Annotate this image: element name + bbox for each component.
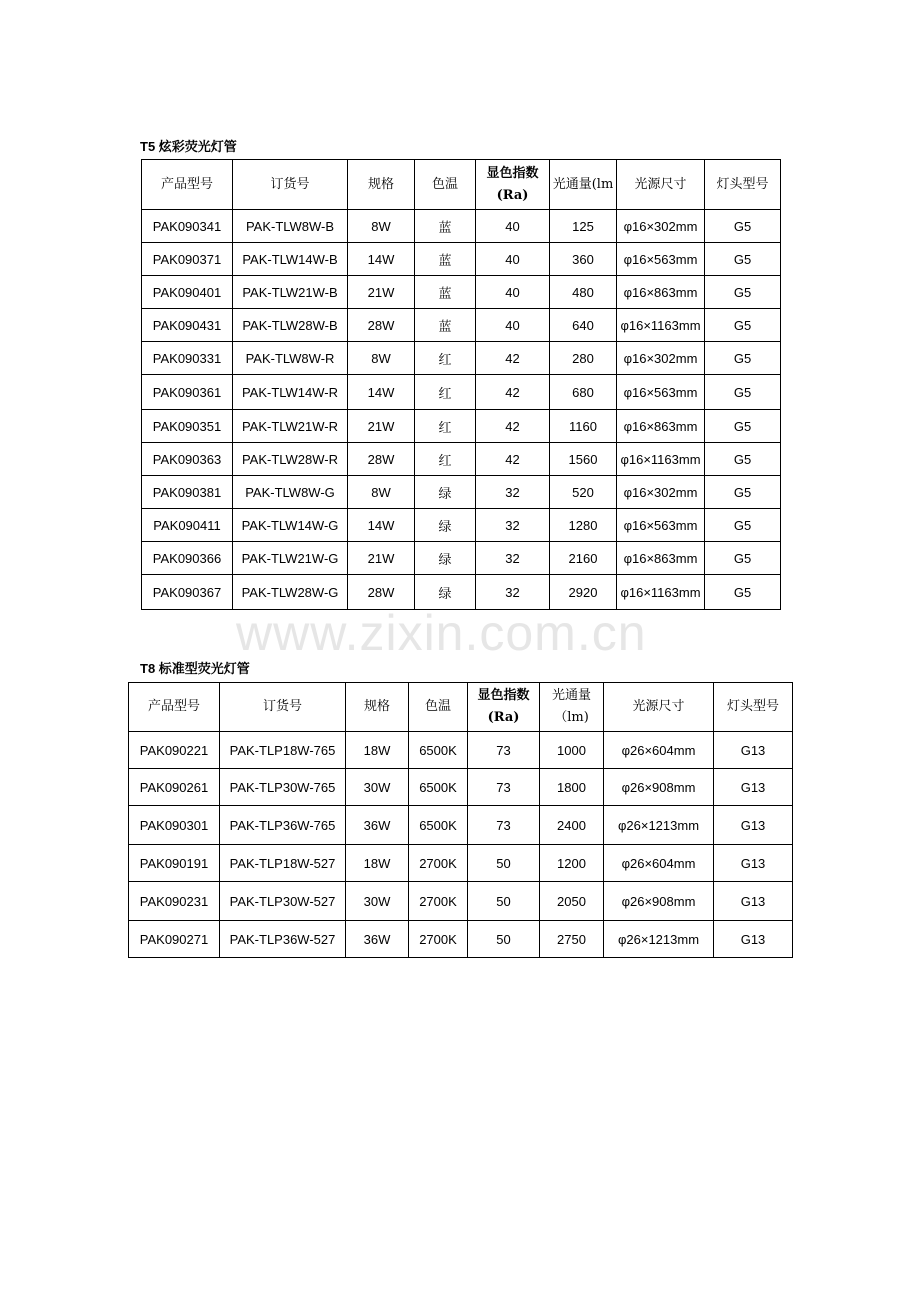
cell-cri: 42 bbox=[476, 375, 550, 410]
cell-luminous-flux: 280 bbox=[550, 342, 617, 375]
cell-product-model: PAK090381 bbox=[142, 476, 233, 509]
cell-cri: 50 bbox=[468, 845, 540, 882]
cell-luminous-flux: 520 bbox=[550, 476, 617, 509]
cell-lamp-base: G13 bbox=[714, 732, 793, 769]
cell-order-number: PAK-TLW8W-G bbox=[233, 476, 348, 509]
cell-order-number: PAK-TLW21W-G bbox=[233, 542, 348, 575]
cell-lamp-base: G13 bbox=[714, 921, 793, 958]
watermark: www.zixin.com.cn bbox=[236, 605, 647, 661]
cell-product-model: PAK090271 bbox=[129, 921, 220, 958]
cell-luminous-flux: 680 bbox=[550, 375, 617, 410]
table-row bbox=[142, 375, 781, 410]
cell-cri: 32 bbox=[476, 509, 550, 542]
cell-cri: 73 bbox=[468, 806, 540, 845]
cell-luminous-flux: 1200 bbox=[540, 845, 604, 882]
cell-color-temp: 蓝 bbox=[415, 210, 476, 243]
cell-order-number: PAK-TLP36W-765 bbox=[220, 806, 346, 845]
cell-spec: 36W bbox=[346, 921, 409, 958]
header-luminous-flux bbox=[540, 683, 604, 732]
cell-order-number: PAK-TLP18W-527 bbox=[220, 845, 346, 882]
cell-color-temp: 6500K bbox=[409, 806, 468, 845]
cell-order-number: PAK-TLW21W-R bbox=[233, 410, 348, 443]
table-row bbox=[142, 309, 781, 342]
table-row bbox=[142, 410, 781, 443]
cell-lamp-base: G5 bbox=[705, 210, 781, 243]
cell-product-model: PAK090191 bbox=[129, 845, 220, 882]
cell-cri: 32 bbox=[476, 542, 550, 575]
t5-table-body bbox=[142, 210, 781, 610]
cell-order-number: PAK-TLW14W-G bbox=[233, 509, 348, 542]
cell-lamp-base: G5 bbox=[705, 410, 781, 443]
table-row bbox=[129, 845, 793, 882]
cell-product-model: PAK090221 bbox=[129, 732, 220, 769]
cell-light-size: φ26×604mm bbox=[604, 732, 714, 769]
cell-spec: 30W bbox=[346, 882, 409, 921]
t8-spec-table bbox=[128, 682, 793, 958]
table-row bbox=[129, 769, 793, 806]
table-row bbox=[142, 443, 781, 476]
cell-luminous-flux: 1560 bbox=[550, 443, 617, 476]
cell-color-temp: 红 bbox=[415, 342, 476, 375]
cell-cri: 40 bbox=[476, 210, 550, 243]
cell-color-temp: 绿 bbox=[415, 575, 476, 610]
cell-luminous-flux: 640 bbox=[550, 309, 617, 342]
cell-cri: 50 bbox=[468, 921, 540, 958]
cell-lamp-base: G5 bbox=[705, 509, 781, 542]
cell-order-number: PAK-TLW28W-R bbox=[233, 443, 348, 476]
cell-light-size: φ16×863mm bbox=[617, 410, 705, 443]
header-flux-label: 光通量 bbox=[551, 688, 591, 703]
table-row bbox=[142, 276, 781, 309]
cell-cri: 73 bbox=[468, 769, 540, 806]
cell-light-size: φ16×863mm bbox=[617, 542, 705, 575]
cell-spec: 28W bbox=[348, 309, 415, 342]
header-cri bbox=[476, 160, 550, 210]
cell-luminous-flux: 1800 bbox=[540, 769, 604, 806]
cell-spec: 14W bbox=[348, 509, 415, 542]
cell-luminous-flux: 2160 bbox=[550, 542, 617, 575]
cell-cri: 42 bbox=[476, 443, 550, 476]
header-flux-unit: （lm) bbox=[554, 710, 589, 725]
table-row bbox=[129, 806, 793, 845]
cell-spec: 18W bbox=[346, 845, 409, 882]
table-row bbox=[142, 342, 781, 375]
cell-luminous-flux: 360 bbox=[550, 243, 617, 276]
cell-product-model: PAK090401 bbox=[142, 276, 233, 309]
t5-spec-table bbox=[141, 159, 781, 610]
header-order-number: 订货号 bbox=[220, 683, 346, 732]
cell-color-temp: 红 bbox=[415, 410, 476, 443]
cell-product-model: PAK090411 bbox=[142, 509, 233, 542]
cell-spec: 8W bbox=[348, 342, 415, 375]
cell-luminous-flux: 480 bbox=[550, 276, 617, 309]
cell-product-model: PAK090331 bbox=[142, 342, 233, 375]
table-row bbox=[142, 243, 781, 276]
cell-color-temp: 蓝 bbox=[415, 276, 476, 309]
cell-color-temp: 2700K bbox=[409, 921, 468, 958]
table-row bbox=[142, 509, 781, 542]
header-cri-unit: (Ra) bbox=[487, 710, 520, 725]
cell-lamp-base: G5 bbox=[705, 443, 781, 476]
t8-table-body bbox=[129, 732, 793, 958]
cell-lamp-base: G5 bbox=[705, 375, 781, 410]
table-row bbox=[142, 575, 781, 610]
cell-color-temp: 蓝 bbox=[415, 309, 476, 342]
cell-lamp-base: G5 bbox=[705, 575, 781, 610]
table-row bbox=[129, 882, 793, 921]
header-color-temp: 色温 bbox=[409, 683, 468, 732]
cell-light-size: φ26×908mm bbox=[604, 769, 714, 806]
cell-spec: 8W bbox=[348, 476, 415, 509]
cell-luminous-flux: 1160 bbox=[550, 410, 617, 443]
cell-light-size: φ16×302mm bbox=[617, 210, 705, 243]
cell-product-model: PAK090363 bbox=[142, 443, 233, 476]
header-spec: 规格 bbox=[348, 160, 415, 210]
cell-cri: 42 bbox=[476, 342, 550, 375]
header-light-size: 光源尺寸 bbox=[617, 160, 705, 210]
cell-product-model: PAK090361 bbox=[142, 375, 233, 410]
cell-color-temp: 2700K bbox=[409, 882, 468, 921]
cell-order-number: PAK-TLW8W-R bbox=[233, 342, 348, 375]
cell-cri: 40 bbox=[476, 243, 550, 276]
cell-spec: 21W bbox=[348, 410, 415, 443]
header-product-model: 产品型号 bbox=[142, 160, 233, 210]
cell-lamp-base: G5 bbox=[705, 309, 781, 342]
cell-light-size: φ26×1213mm bbox=[604, 921, 714, 958]
cell-lamp-base: G5 bbox=[705, 342, 781, 375]
t8-header-row bbox=[129, 683, 793, 732]
cell-light-size: φ16×563mm bbox=[617, 243, 705, 276]
cell-product-model: PAK090231 bbox=[129, 882, 220, 921]
cell-spec: 14W bbox=[348, 243, 415, 276]
cell-spec: 36W bbox=[346, 806, 409, 845]
table-row bbox=[142, 476, 781, 509]
cell-luminous-flux: 125 bbox=[550, 210, 617, 243]
cell-product-model: PAK090367 bbox=[142, 575, 233, 610]
cell-light-size: φ16×1163mm bbox=[617, 443, 705, 476]
cell-color-temp: 蓝 bbox=[415, 243, 476, 276]
table-row bbox=[129, 921, 793, 958]
cell-light-size: φ16×863mm bbox=[617, 276, 705, 309]
cell-order-number: PAK-TLP30W-765 bbox=[220, 769, 346, 806]
cell-lamp-base: G5 bbox=[705, 542, 781, 575]
cell-order-number: PAK-TLP18W-765 bbox=[220, 732, 346, 769]
cell-color-temp: 2700K bbox=[409, 845, 468, 882]
cell-lamp-base: G5 bbox=[705, 276, 781, 309]
cell-light-size: φ26×604mm bbox=[604, 845, 714, 882]
cell-light-size: φ16×302mm bbox=[617, 342, 705, 375]
header-lamp-base: 灯头型号 bbox=[714, 683, 793, 732]
cell-color-temp: 绿 bbox=[415, 542, 476, 575]
cell-lamp-base: G13 bbox=[714, 845, 793, 882]
cell-luminous-flux: 1000 bbox=[540, 732, 604, 769]
cell-product-model: PAK090431 bbox=[142, 309, 233, 342]
cell-order-number: PAK-TLW14W-B bbox=[233, 243, 348, 276]
cell-cri: 40 bbox=[476, 276, 550, 309]
cell-spec: 21W bbox=[348, 542, 415, 575]
cell-lamp-base: G5 bbox=[705, 476, 781, 509]
cell-lamp-base: G13 bbox=[714, 806, 793, 845]
header-light-size: 光源尺寸 bbox=[604, 683, 714, 732]
cell-light-size: φ16×302mm bbox=[617, 476, 705, 509]
cell-product-model: PAK090261 bbox=[129, 769, 220, 806]
header-luminous-flux: 光通量(lm bbox=[550, 160, 617, 210]
cell-luminous-flux: 2750 bbox=[540, 921, 604, 958]
cell-spec: 30W bbox=[346, 769, 409, 806]
cell-cri: 42 bbox=[476, 410, 550, 443]
cell-spec: 14W bbox=[348, 375, 415, 410]
cell-light-size: φ16×563mm bbox=[617, 509, 705, 542]
cell-cri: 73 bbox=[468, 732, 540, 769]
cell-order-number: PAK-TLW28W-B bbox=[233, 309, 348, 342]
cell-order-number: PAK-TLW14W-R bbox=[233, 375, 348, 410]
header-color-temp: 色温 bbox=[415, 160, 476, 210]
cell-light-size: φ16×1163mm bbox=[617, 575, 705, 610]
t5-header-row bbox=[142, 160, 781, 210]
cell-spec: 21W bbox=[348, 276, 415, 309]
header-cri-label: 显色指数 bbox=[486, 165, 539, 181]
table-row bbox=[142, 210, 781, 243]
cell-order-number: PAK-TLP30W-527 bbox=[220, 882, 346, 921]
cell-order-number: PAK-TLW21W-B bbox=[233, 276, 348, 309]
cell-color-temp: 6500K bbox=[409, 732, 468, 769]
cell-light-size: φ16×563mm bbox=[617, 375, 705, 410]
cell-lamp-base: G13 bbox=[714, 882, 793, 921]
cell-product-model: PAK090371 bbox=[142, 243, 233, 276]
cell-cri: 32 bbox=[476, 476, 550, 509]
cell-product-model: PAK090301 bbox=[129, 806, 220, 845]
cell-luminous-flux: 2400 bbox=[540, 806, 604, 845]
header-cri bbox=[468, 683, 540, 732]
t8-section-title: T8 标准型荧光灯管 bbox=[140, 661, 250, 676]
header-cri-label: 显色指数 bbox=[477, 688, 530, 703]
header-product-model: 产品型号 bbox=[129, 683, 220, 732]
cell-color-temp: 红 bbox=[415, 375, 476, 410]
cell-luminous-flux: 2920 bbox=[550, 575, 617, 610]
cell-order-number: PAK-TLW28W-G bbox=[233, 575, 348, 610]
cell-cri: 32 bbox=[476, 575, 550, 610]
cell-light-size: φ26×1213mm bbox=[604, 806, 714, 845]
cell-luminous-flux: 2050 bbox=[540, 882, 604, 921]
t5-section-title: T5 炫彩荧光灯管 bbox=[140, 139, 237, 154]
header-lamp-base: 灯头型号 bbox=[705, 160, 781, 210]
cell-lamp-base: G5 bbox=[705, 243, 781, 276]
cell-spec: 8W bbox=[348, 210, 415, 243]
cell-lamp-base: G13 bbox=[714, 769, 793, 806]
table-row bbox=[129, 732, 793, 769]
header-order-number: 订货号 bbox=[233, 160, 348, 210]
cell-light-size: φ26×908mm bbox=[604, 882, 714, 921]
cell-spec: 28W bbox=[348, 575, 415, 610]
cell-spec: 18W bbox=[346, 732, 409, 769]
cell-light-size: φ16×1163mm bbox=[617, 309, 705, 342]
header-cri-unit: (Ra) bbox=[496, 187, 529, 203]
cell-product-model: PAK090351 bbox=[142, 410, 233, 443]
cell-color-temp: 绿 bbox=[415, 476, 476, 509]
cell-order-number: PAK-TLW8W-B bbox=[233, 210, 348, 243]
cell-order-number: PAK-TLP36W-527 bbox=[220, 921, 346, 958]
cell-color-temp: 绿 bbox=[415, 509, 476, 542]
cell-cri: 40 bbox=[476, 309, 550, 342]
cell-product-model: PAK090341 bbox=[142, 210, 233, 243]
table-row bbox=[142, 542, 781, 575]
cell-color-temp: 6500K bbox=[409, 769, 468, 806]
cell-product-model: PAK090366 bbox=[142, 542, 233, 575]
header-spec: 规格 bbox=[346, 683, 409, 732]
cell-spec: 28W bbox=[348, 443, 415, 476]
cell-color-temp: 红 bbox=[415, 443, 476, 476]
cell-cri: 50 bbox=[468, 882, 540, 921]
cell-luminous-flux: 1280 bbox=[550, 509, 617, 542]
